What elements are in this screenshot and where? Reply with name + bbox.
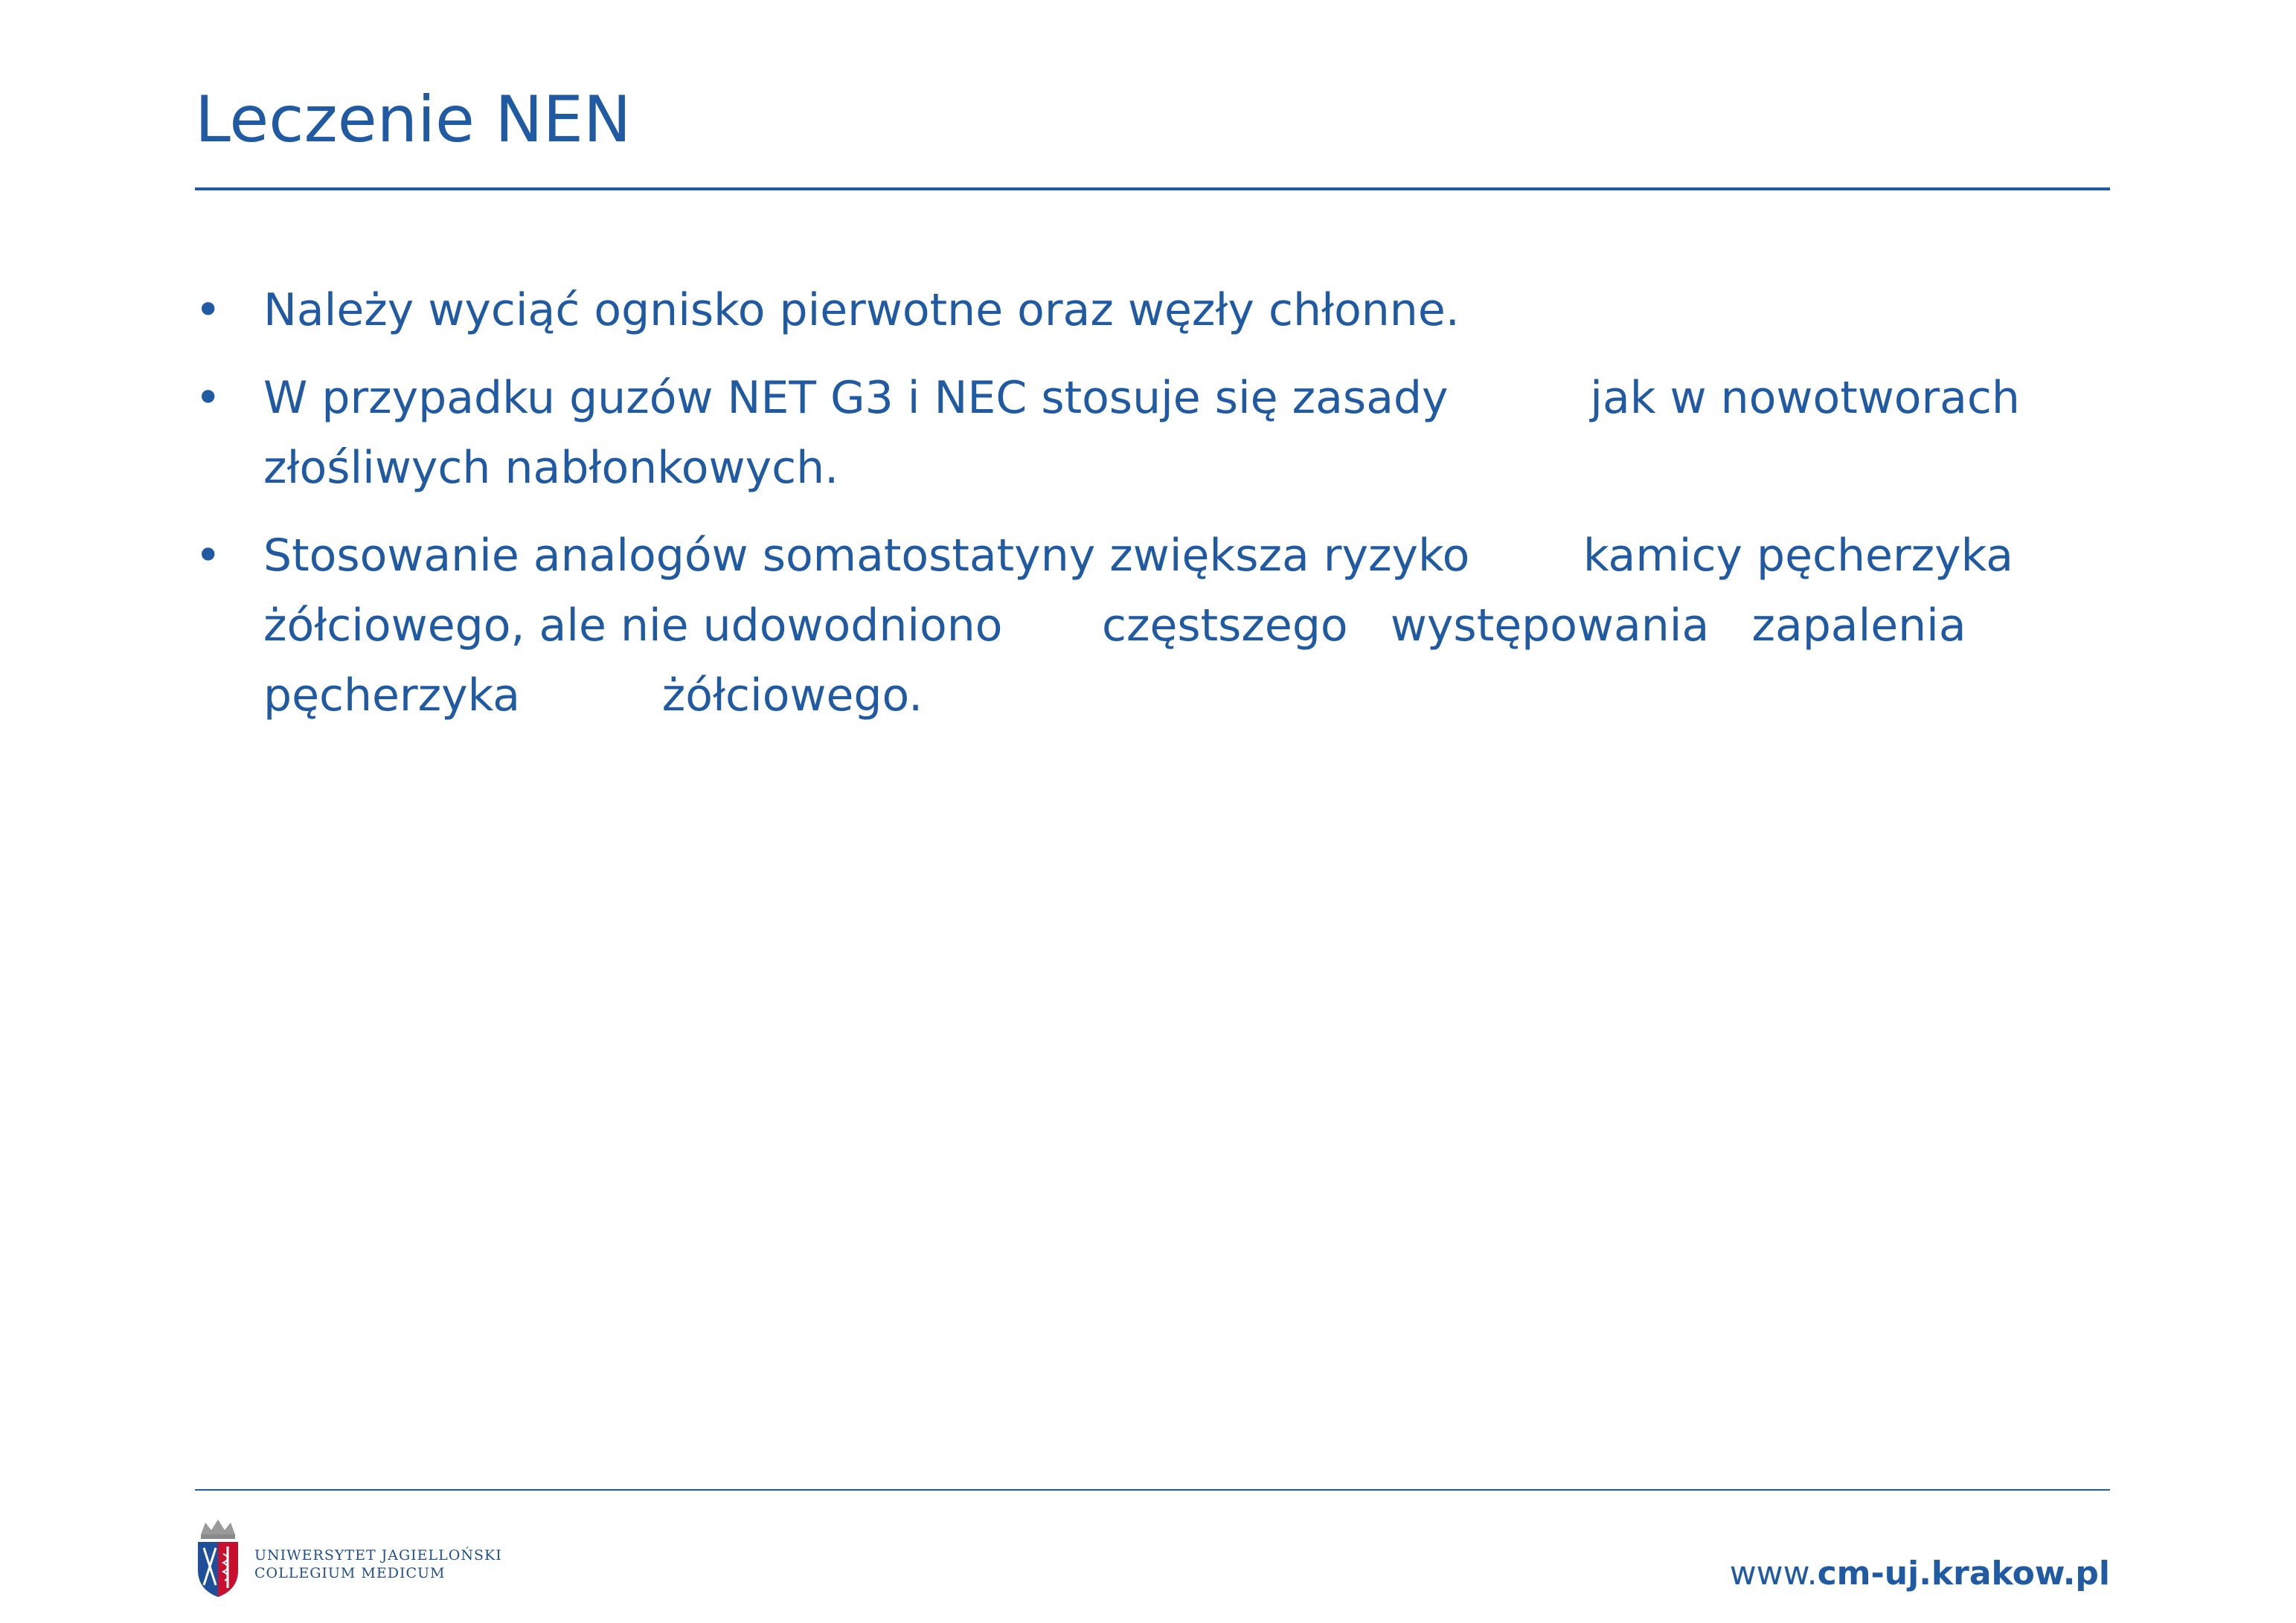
bullet-text-line: Należy wyciąć ognisko pierwotne oraz węzły chłonne. xyxy=(263,284,1460,336)
bullet-text-line: złośliwych nabłonkowych. xyxy=(263,442,839,494)
website-domain: cm-uj.krakow.pl xyxy=(1817,1555,2110,1593)
bullet-text-line: Stosowanie analogów somatostatyny zwiększa ryzyko kamicy pęcherzyka xyxy=(263,530,2014,582)
bullet-item xyxy=(195,521,2110,730)
bullet-text-line: pęcherzyka żółciowego. xyxy=(263,669,923,721)
bullet-text-line: żółciowego, ale nie udowodniono częstszego występowania zapalenia xyxy=(263,600,1966,652)
title-divider xyxy=(195,187,2110,190)
website-link[interactable] xyxy=(1730,1555,2110,1593)
bullet-text-line: W przypadku guzów NET G3 i NEC stosuje się zasady jak w nowotworach xyxy=(263,372,2020,424)
footer-divider xyxy=(195,1489,2110,1491)
logo-wordmark xyxy=(254,1546,502,1582)
university-logo xyxy=(195,1517,502,1599)
slide-title: Leczenie NEN xyxy=(195,83,632,157)
bullet-dot-icon: • xyxy=(195,284,222,336)
bullet-item xyxy=(195,275,2110,345)
logo-line-college: COLLEGIUM MEDICUM xyxy=(254,1565,446,1581)
university-emblem-icon xyxy=(195,1518,241,1598)
bullet-dot-icon: • xyxy=(195,530,222,582)
bullet-item xyxy=(195,363,2110,503)
bullet-list xyxy=(195,275,2110,748)
website-prefix: www. xyxy=(1729,1555,1818,1593)
logo-line-university: UNIWERSYTET JAGIELLOŃSKI xyxy=(254,1547,502,1563)
bullet-dot-icon: • xyxy=(195,372,222,424)
